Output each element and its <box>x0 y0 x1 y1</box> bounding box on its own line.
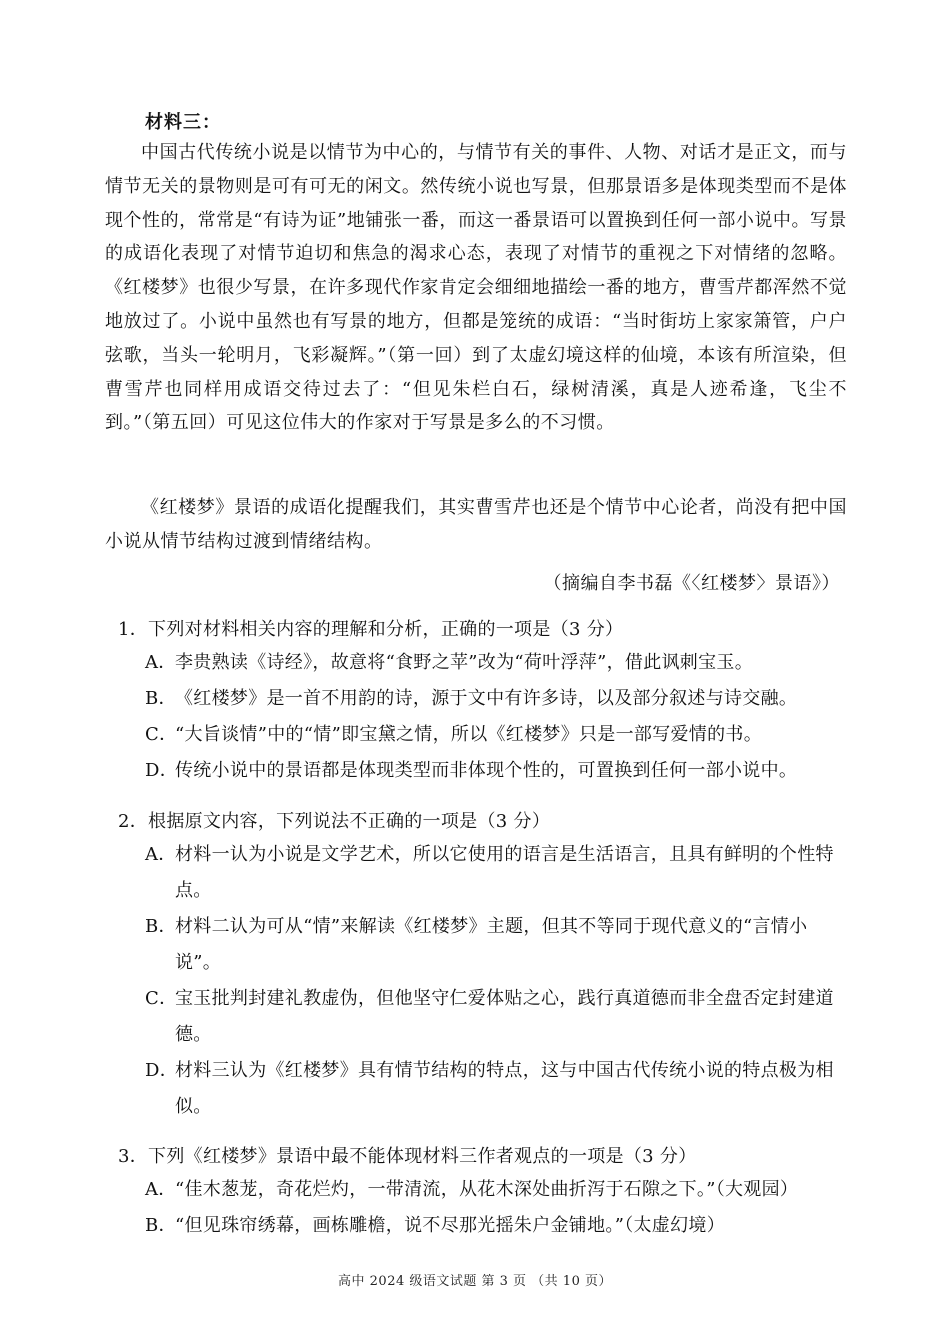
option-text: 宝玉批判封建礼教虚伪，但他坚守仁爱体贴之心，践行真道德而非全盘否定封建道德。 <box>175 988 834 1045</box>
option-b <box>118 681 845 717</box>
option-mark: A． <box>145 1179 177 1200</box>
question-stem: 3．下列《红楼梦》景语中最不能体现材料三作者观点的一项是（3 分） <box>118 1146 697 1167</box>
option-b <box>118 1208 845 1244</box>
option-c <box>118 981 845 1053</box>
question-1 <box>118 615 858 789</box>
option-mark: A． <box>145 652 177 673</box>
question-stem: 1．下列对材料相关内容的理解和分析，正确的一项是（3 分） <box>118 619 624 640</box>
page-footer: 高中 2024 级语文试题 第 3 页 （共 10 页） <box>338 1274 612 1289</box>
material-source: （摘编自李书磊《〈红楼梦〉景语》） <box>543 573 840 594</box>
option-mark: C． <box>145 724 178 745</box>
option-b <box>118 909 845 981</box>
option-text: 材料三认为《红楼梦》具有情节结构的特点，这与中国古代传统小说的特点极为相似。 <box>175 1060 834 1117</box>
question-3 <box>118 1142 858 1244</box>
option-mark: D． <box>145 760 179 781</box>
question-2 <box>118 807 858 1125</box>
option-text: 李贵熟读《诗经》，故意将“食野之苹”改为“荷叶浮萍”，借此讽刺宝玉。 <box>175 652 754 673</box>
option-mark: D． <box>145 1060 179 1081</box>
question-stem: 2．根据原文内容，下列说法不正确的一项是（3 分） <box>118 811 551 832</box>
option-mark: A． <box>145 844 177 865</box>
option-mark: C． <box>145 988 178 1009</box>
option-d <box>118 753 845 789</box>
option-c <box>118 717 845 753</box>
option-mark: B． <box>145 688 177 709</box>
option-text: “但见珠帘绣幕，画栋雕檐，说不尽那光摇朱户金铺地。”（太虚幻境） <box>175 1215 726 1236</box>
option-text: 材料二认为可从“情”来解读《红楼梦》主题，但其不等同于现代意义的“言情小说”。 <box>175 916 808 973</box>
option-text: “大旨谈情”中的“情”即宝黛之情，所以《红楼梦》只是一部写爱情的书。 <box>175 724 763 745</box>
option-mark: B． <box>145 1215 177 1236</box>
material-paragraph-2: 《红楼梦》景语的成语化提醒我们，其实曹雪芹也还是个情节中心论者，尚没有把中国小说从情节结构过渡到情绪结构。 <box>105 497 847 552</box>
option-a <box>118 1172 845 1208</box>
option-text: “佳木葱茏，奇花烂灼，一带清流，从花木深处曲折泻于石隙之下。”（大观园） <box>175 1179 799 1200</box>
option-mark: B． <box>145 916 177 937</box>
material-heading: 材料三： <box>145 112 221 133</box>
material-paragraph-1: 中国古代传统小说是以情节为中心的，与情节有关的事件、人物、对话才是正文，而与情节无关的景物则是可有可无的闲文。然传统小说也写景，但那景语多是体现类型而不是体现个性的，常常是“有诗为证”地铺张一番，而这一番景语可以置换到任何一部小说中。写景的成语化表现了对情节迫切和焦急的渴求心态，表现了对情节的重视之下对情绪的忽略。《红楼梦》也很少写景，在许多现代作家肯定会细细地描绘一番的地方，曹雪芹都浑然不觉地放过了。小说中虽然也有写景的地方，但都是笼统的成语：“当时街坊上家家箫管，户户弦歌，当头一轮明月，飞彩凝辉。”（第一回）到了太虚幻境这样的仙境，本该有所渲染，但曹雪芹也同样用成语交待过去了：“但见朱栏白石，绿树清溪，真是人迹希逢，飞尘不到。”（第五回）可见这位伟大的作家对于写景是多么的不习惯。 <box>105 142 847 434</box>
option-d <box>118 1053 845 1125</box>
option-a <box>118 837 845 909</box>
option-text: 材料一认为小说是文学艺术，所以它使用的语言是生活语言，且具有鲜明的个性特点。 <box>175 844 834 901</box>
option-a <box>118 645 845 681</box>
option-text: 传统小说中的景语都是体现类型而非体现个性的，可置换到任何一部小说中。 <box>175 760 798 781</box>
option-text: 《红楼梦》是一首不用韵的诗，源于文中有许多诗，以及部分叙述与诗交融。 <box>175 688 798 709</box>
